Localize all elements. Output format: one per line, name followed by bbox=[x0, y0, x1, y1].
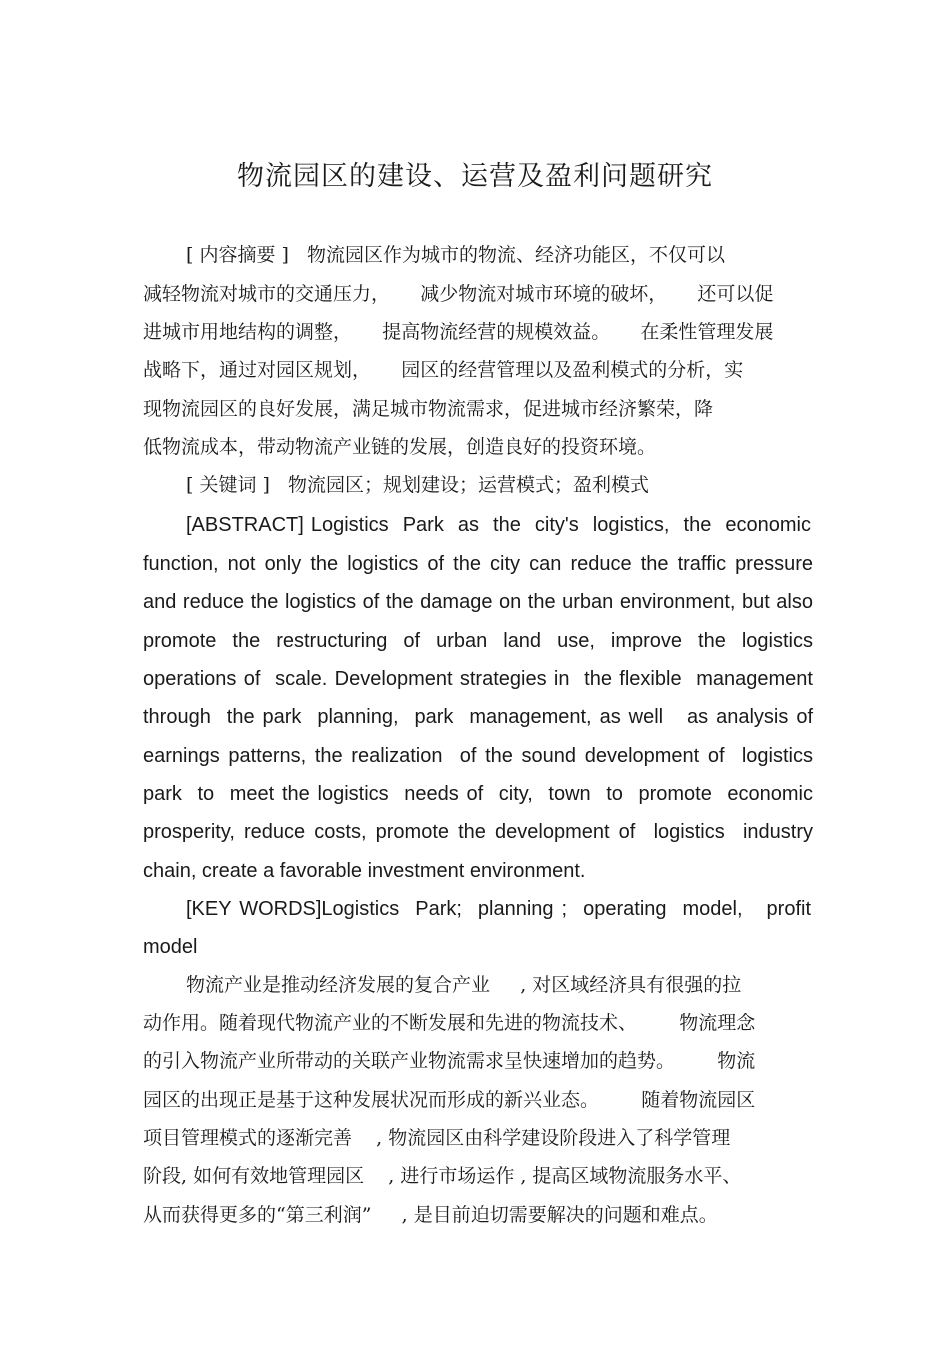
abstract-en-line: function, not only the logistics of the city can reduce the traffic pressure bbox=[143, 553, 813, 575]
body-cn-line: 园区的出现正是基于这种发展状况而形成的新兴业态。 随着物流园区 bbox=[143, 1089, 756, 1111]
abstract-en-line: prosperity, reduce costs, promote the development of logistics industry bbox=[143, 821, 813, 843]
abstract-cn-line: 低物流成本，带动物流产业链的发展，创造良好的投资环境。 bbox=[143, 436, 657, 458]
keywords-cn: [ 关键词 ] 物流园区；规划建设；运营模式；盈利模式 bbox=[186, 474, 650, 496]
body-cn-line: 动作用。随着现代物流产业的不断发展和先进的物流技术、 物流理念 bbox=[143, 1012, 756, 1034]
keywords-en-line: model bbox=[143, 936, 198, 958]
keywords-en-line: [KEY WORDS]Logistics Park; planning ; operating model, profit bbox=[186, 898, 811, 920]
abstract-cn-line: 减轻物流对城市的交通压力， 减少物流对城市环境的破坏， 还可以促 bbox=[143, 283, 774, 305]
abstract-cn-line: 战略下，通过对园区规划， 园区的经营管理以及盈利模式的分析，实 bbox=[143, 359, 744, 381]
body-cn-line: 物流产业是推动经济发展的复合产业 , 对区域经济具有很强的拉 bbox=[186, 974, 742, 996]
body-cn-line: 从而获得更多的“第三利润” , 是目前迫切需要解决的问题和难点。 bbox=[143, 1204, 718, 1226]
document-title: 物流园区的建设、运营及盈利问题研究 bbox=[237, 161, 713, 192]
abstract-en-line: and reduce the logistics of the damage on the urban environment, but also bbox=[143, 591, 813, 613]
abstract-cn-line: 现物流园区的良好发展，满足城市物流需求，促进城市经济繁荣，降 bbox=[143, 398, 714, 420]
body-cn-line: 的引入物流产业所带动的关联产业物流需求呈快速增加的趋势。 物流 bbox=[143, 1050, 756, 1072]
abstract-en-line: earnings patterns, the realization of the sound development of logistics bbox=[143, 745, 813, 767]
body-cn-line: 阶段, 如何有效地管理园区 , 进行市场运作 , 提高区域物流服务水平、 bbox=[143, 1165, 742, 1187]
abstract-cn-line: 进城市用地结构的调整， 提高物流经营的规模效益。 在柔性管理发展 bbox=[143, 321, 774, 343]
abstract-en-line: through the park planning, park management, as well as analysis of bbox=[143, 706, 813, 728]
abstract-cn-line: [ 内容摘要 ] 物流园区作为城市的物流、经济功能区，不仅可以 bbox=[186, 244, 726, 266]
body-cn-line: 项目管理模式的逐渐完善 , 物流园区由科学建设阶段进入了科学管理 bbox=[143, 1127, 731, 1149]
abstract-en-line: chain, create a favorable investment environment. bbox=[143, 860, 586, 882]
abstract-en-line: [ABSTRACT] Logistics Park as the city's logistics, the economic bbox=[186, 514, 811, 536]
abstract-en-line: operations of scale. Development strategies in the flexible management bbox=[143, 668, 813, 690]
abstract-en-line: promote the restructuring of urban land use, improve the logistics bbox=[143, 630, 813, 652]
abstract-en-line: park to meet the logistics needs of city, town to promote economic bbox=[143, 783, 813, 805]
